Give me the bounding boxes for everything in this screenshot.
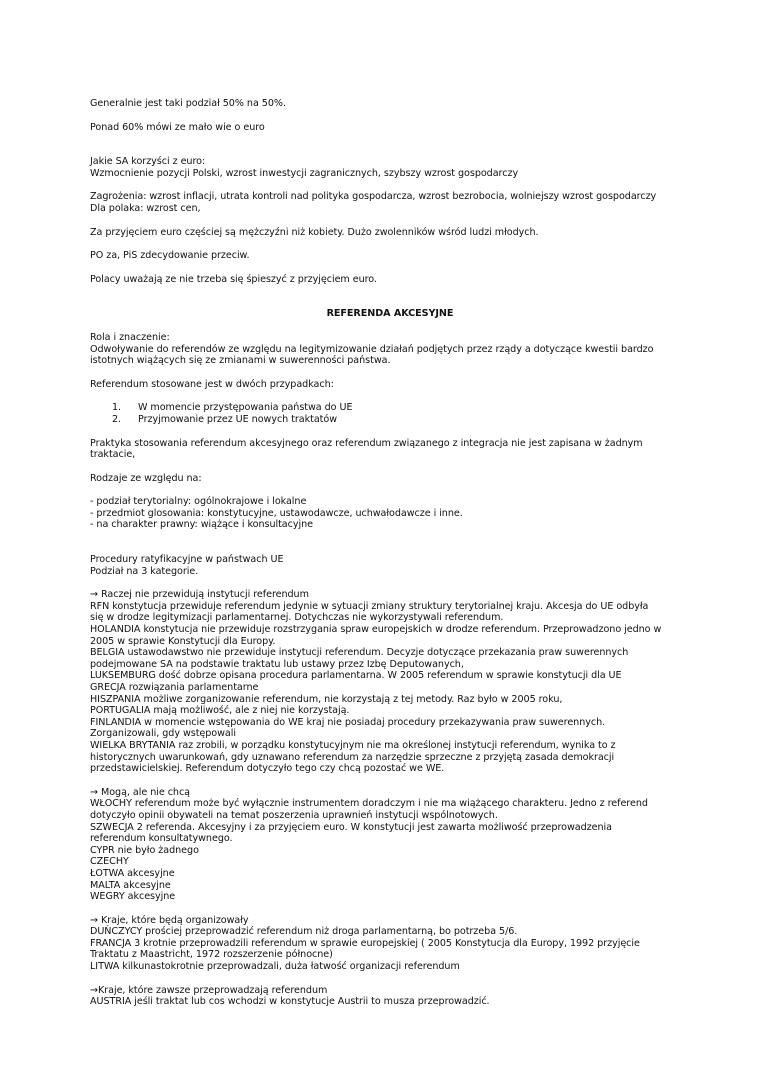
role-text-1: Odwoływanie do referendów ze względu na legitymizowanie działań podjętych przez rządy a dotyczące kwestii bardzo (90, 343, 654, 355)
benefits-question: Jakie SA korzyści z euro: (90, 156, 206, 168)
group-1-line: PORTUGALIA mają możliwość, ale z niej nie korzystają. (90, 705, 350, 717)
group-3-line: → Kraje, które będą organizowały (90, 914, 249, 926)
group-2-line: SZWECJA 2 referenda. Akcesyjny i za przyjęciem euro. W konstytucji jest zawarta możliwość przeprowadzenia (90, 821, 612, 833)
group-1-line: przedstawicielskiej. Referendum dotyczyło tego czy chcą pozostać we WE. (90, 763, 445, 775)
group-2-line: referendum konsultatywnego. (90, 833, 233, 845)
practice-line-1: Praktyka stosowania referendum akcesyjnego oraz referendum związanego z integracja nie jest zapisana w żadnym (90, 437, 643, 449)
list-item: 2. Przyjmowanie przez UE nowych traktatów (112, 413, 338, 425)
procedures-subtitle: Podział na 3 kategorie. (90, 565, 199, 577)
group-3-line: Traktatu z Maastricht, 1972 rozszerzenie północne) (90, 949, 333, 961)
usage-list (90, 402, 690, 425)
types-item: - podział terytorialny: ogólnokrajowe i lokalne (90, 496, 307, 508)
group-1-line: FINLANDIA w momencie wstępowania do WE kraj nie posiadaj procedury przekazywania praw suwerennych. (90, 716, 606, 728)
section-heading: REFERENDA AKCESYJNE (326, 308, 454, 320)
group-1-line: BELGIA ustawodawstwo nie przewiduje instytucji referendum. Decyzje dotyczące przekazania praw suwerennych (90, 647, 629, 659)
group-3-line: LITWA kilkunastokrotnie przeprowadzali, duża łatwość organizacji referendum (90, 961, 460, 973)
role-text-2: istotnych wiążących się ze zmianami w suwerenności państwa. (90, 355, 391, 367)
paragraph-knowledge: Ponad 60% mówi ze mało wie o euro (90, 121, 265, 133)
group-1-line: → Raczej nie przewidują instytucji referendum (90, 589, 309, 601)
group-2-line: WEGRY akcesyjne (90, 891, 176, 903)
group-4 (90, 985, 690, 1008)
parties-paragraph: PO za, PiS zdecydowanie przeciw. (90, 250, 250, 262)
supporters-paragraph: Za przyjęciem euro częściej są mężczyźni niż kobiety. Dużo zwolenników wśród ludzi młodych. (90, 226, 539, 238)
usage-intro: Referendum stosowane jest w dwóch przypadkach: (90, 378, 334, 390)
procedures-title: Procedury ratyfikacyjne w państwach UE (90, 554, 284, 566)
types-item: - przedmiot glosowania: konstytucyjne, ustawodawcze, uchwałodawcze i inne. (90, 507, 463, 519)
group-4-line: AUSTRIA jeśli traktat lub cos wchodzi w konstytucje Austrii to musza przeprowadzić. (90, 996, 490, 1008)
group-2-line: ŁOTWA akcesyjne (90, 867, 175, 879)
paragraph-split: Generalnie jest taki podział 50% na 50%. (90, 98, 286, 109)
group-2-line: CYPR nie było żadnego (90, 844, 199, 856)
types-intro: Rodzaje ze względu na: (90, 472, 202, 484)
group-2-line: → Mogą, ale nie chcą (90, 786, 191, 798)
group-2 (90, 787, 690, 903)
threats-line-2: Dla polaka: wzrost cen, (90, 202, 201, 214)
role-title: Rola i znaczenie: (90, 331, 170, 343)
group-3 (90, 915, 690, 973)
document-page (90, 98, 690, 1008)
threats-line-1: Zagrożenia: wzrost inflacji, utrata kontroli nad polityka gospodarcza, wzrost bezrobocia, wolniejszy wzrost gospodarczy (90, 191, 657, 203)
poles-paragraph: Polacy uważają ze nie trzeba się śpieszyć z przyjęciem euro. (90, 273, 377, 285)
group-1-line: Zorganizowali, gdy wstępowali (90, 728, 236, 740)
practice-line-2: traktacie, (90, 449, 136, 461)
group-1-line: się w drodze legitymizacji parlamentarnej. Dotychczas nie wykorzystywali referendum. (90, 612, 504, 624)
group-1 (90, 589, 690, 775)
group-2-line: WŁOCHY referendum może być wyłącznie instrumentem doradczym i nie ma wiążącego charakteru. Jedno z referend (90, 798, 648, 810)
group-1-line: GRECJA rozwiązania parlamentarne (90, 682, 259, 693)
group-1-line: HOLANDIA konstytucja nie przewiduje rozstrzygania spraw europejskich w drodze referendum. Przeprowadzono jedno w (90, 624, 662, 636)
group-3-line: DUŃCZYCY prościej przeprowadzić referendum niż droga parlamentarną, bo potrzeba 5/6. (90, 926, 518, 938)
list-item: 1. W momencie przystępowania państwa do UE (112, 402, 353, 414)
group-1-line: HISZPANIA możliwe zorganizowanie referendum, nie korzystają z tej metody. Raz było w 2005 roku, (90, 693, 563, 705)
group-1-line: 2005 w sprawie Konstytucji dla Europy. (90, 635, 276, 647)
group-1-line: podejmowane SA na podstawie traktatu lub ustawy przez Izbę Deputowanych, (90, 658, 464, 670)
group-1-line: WIELKA BRYTANIA raz zrobili, w porządku konstytucyjnym nie ma określonej instytucji referendum, wynika to z (90, 739, 616, 751)
group-1-line: LUKSEMBURG dość dobrze opisana procedura parlamentarna. W 2005 referendum w sprawie konstytucji dla UE (90, 670, 622, 682)
group-1-line: RFN konstytucja przewiduje referendum jedynie w sytuacji zmiany struktury terytorialnej kraju. Akcesja do UE odbyła (90, 600, 649, 612)
types-item: - na charakter prawny: wiążące i konsultacyjne (90, 519, 313, 531)
group-3-line: FRANCJA 3 krotnie przeprowadzili referendum w sprawie europejskiej ( 2005 Konstytucja dla Europy, 1992 przyjęcie (90, 937, 640, 949)
group-2-line: CZECHY (90, 856, 129, 868)
group-2-line: MALTA akcesyjne (90, 879, 171, 891)
group-4-line: →Kraje, które zawsze przeprowadzają referendum (90, 984, 328, 996)
group-2-line: dotyczyło opinii obywateli na temat poszerzenia uprawnień instytucji wspólnotowych. (90, 809, 498, 821)
group-1-line: historycznych uwarunkowań, gdy uznawano referendum za narzędzie sprzeczne z przyjętą zasada demokracji (90, 751, 615, 763)
benefits-answer: Wzmocnienie pozycji Polski, wzrost inwestycji zagranicznych, szybszy wzrost gospodarczy (90, 167, 519, 179)
